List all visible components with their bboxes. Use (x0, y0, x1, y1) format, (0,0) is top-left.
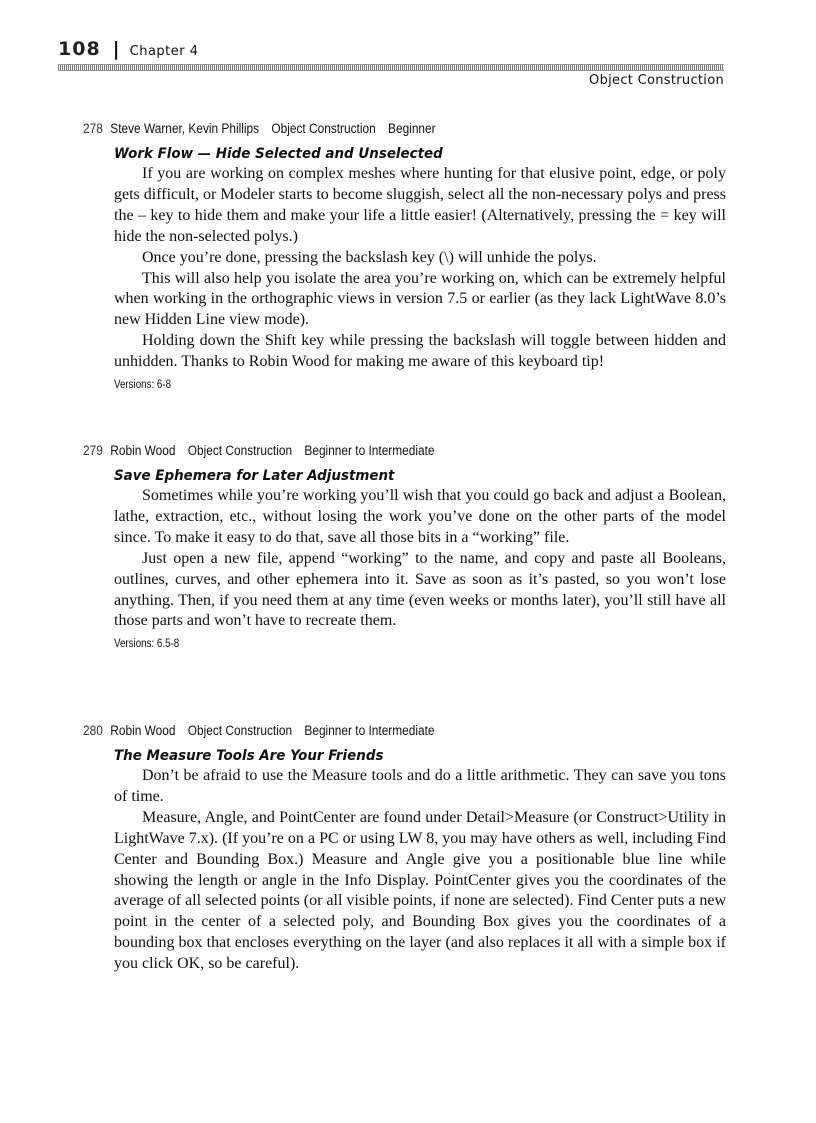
tip-paragraph: Holding down the Shift key while pressing the backslash will toggle between hidden and unhidden. Thanks to Robin Wood for making me aware of this keyboard tip! (114, 332, 726, 371)
section-title: Object Construction (589, 73, 724, 88)
tip-title: Work Flow — Hide Selected and Unselected (114, 146, 443, 162)
page-number: 108 (58, 38, 101, 60)
tip-paragraph: Once you’re done, pressing the backslash key (\) will unhide the polys. (142, 248, 597, 266)
tip-280 (83, 722, 726, 975)
header-rule (58, 64, 724, 71)
tip-paragraph: If you are working on complex meshes where hunting for that elusive point, edge, or poly gets difficult, or Modeler starts to become sluggish, select all the non-necessary polys and press the – key to hide them and make your life a little easier! (Alternatively, pressing the = key will hide the non-selected polys.) (114, 165, 726, 245)
tip-body (114, 766, 726, 975)
tip-level: Beginner (388, 121, 436, 136)
tip-paragraph: Sometimes while you’re working you’ll wish that you could go back and adjust a Boolean, lathe, extraction, etc., without losing the work you’ve done on the other parts of the model since. To make it easy to do that, save all those bits in a “working” file. (114, 487, 726, 546)
header-separator: | (112, 38, 120, 60)
tip-authors: Robin Wood (110, 443, 176, 458)
tip-versions: Versions: 6-8 (114, 379, 172, 392)
tip-title: Save Ephemera for Later Adjustment (114, 468, 395, 484)
tip-meta-line (83, 120, 646, 138)
tip-level: Beginner to Intermediate (304, 723, 435, 738)
tip-level: Beginner to Intermediate (304, 443, 435, 458)
tip-category: Object Construction (187, 723, 293, 738)
tip-paragraph: This will also help you isolate the area you’re working on, which can be extremely helpful when working in the orthographic views in version 7.5 or earlier (as they lack LightWave 8.0’s new Hidden Line view mode). (114, 269, 726, 329)
tip-paragraph: Just open a new file, append “working” to the name, and copy and paste all Booleans, outlines, curves, and other ephemera into it. Save as soon as it’s pasted, so you won’t lose anything. Then, if you need them at any time (even weeks or months later), you’ll still have all those parts and won’t have to recreate them. (114, 549, 726, 630)
tip-number: 279 (83, 443, 103, 458)
tip-body (114, 164, 726, 373)
tip-meta-line (83, 442, 646, 460)
tip-category: Object Construction (187, 443, 293, 458)
tip-meta-line (83, 722, 646, 740)
tip-278 (83, 120, 726, 392)
tip-versions: Versions: 6.5-8 (114, 638, 180, 651)
tip-number: 278 (83, 121, 103, 136)
tip-number: 280 (83, 723, 103, 738)
page-header (58, 38, 724, 60)
chapter-label: Chapter 4 (129, 44, 199, 59)
tip-body (114, 486, 726, 632)
tip-authors: Robin Wood (110, 723, 176, 738)
tip-title: The Measure Tools Are Your Friends (114, 748, 384, 764)
tip-279 (83, 442, 726, 651)
tip-paragraph: Measure, Angle, and PointCenter are found under Detail>Measure (or Construct>Utility in LightWave 7.x). (If you’re on a PC or using LW 8, you may have others as well, including Find Center and Bounding Box.) Measure and Angle give you a positionable blue line while showing the length or angle in the Info Display. PointCenter gives you the coordinates of the average of all selected points (or all visible points, if none are selected). Find Center puts a new point in the center of a selected poly, and Bounding Box gives you the coordinates of a bounding box that encloses everything on the layer (and also replaces it all with a simple box if you click OK, so be careful). (114, 808, 726, 973)
tip-paragraph: Don’t be afraid to use the Measure tools and do a little arithmetic. They can save you tons of time. (114, 767, 726, 805)
tip-authors: Steve Warner, Kevin Phillips (110, 121, 260, 136)
tip-category: Object Construction (271, 121, 376, 136)
